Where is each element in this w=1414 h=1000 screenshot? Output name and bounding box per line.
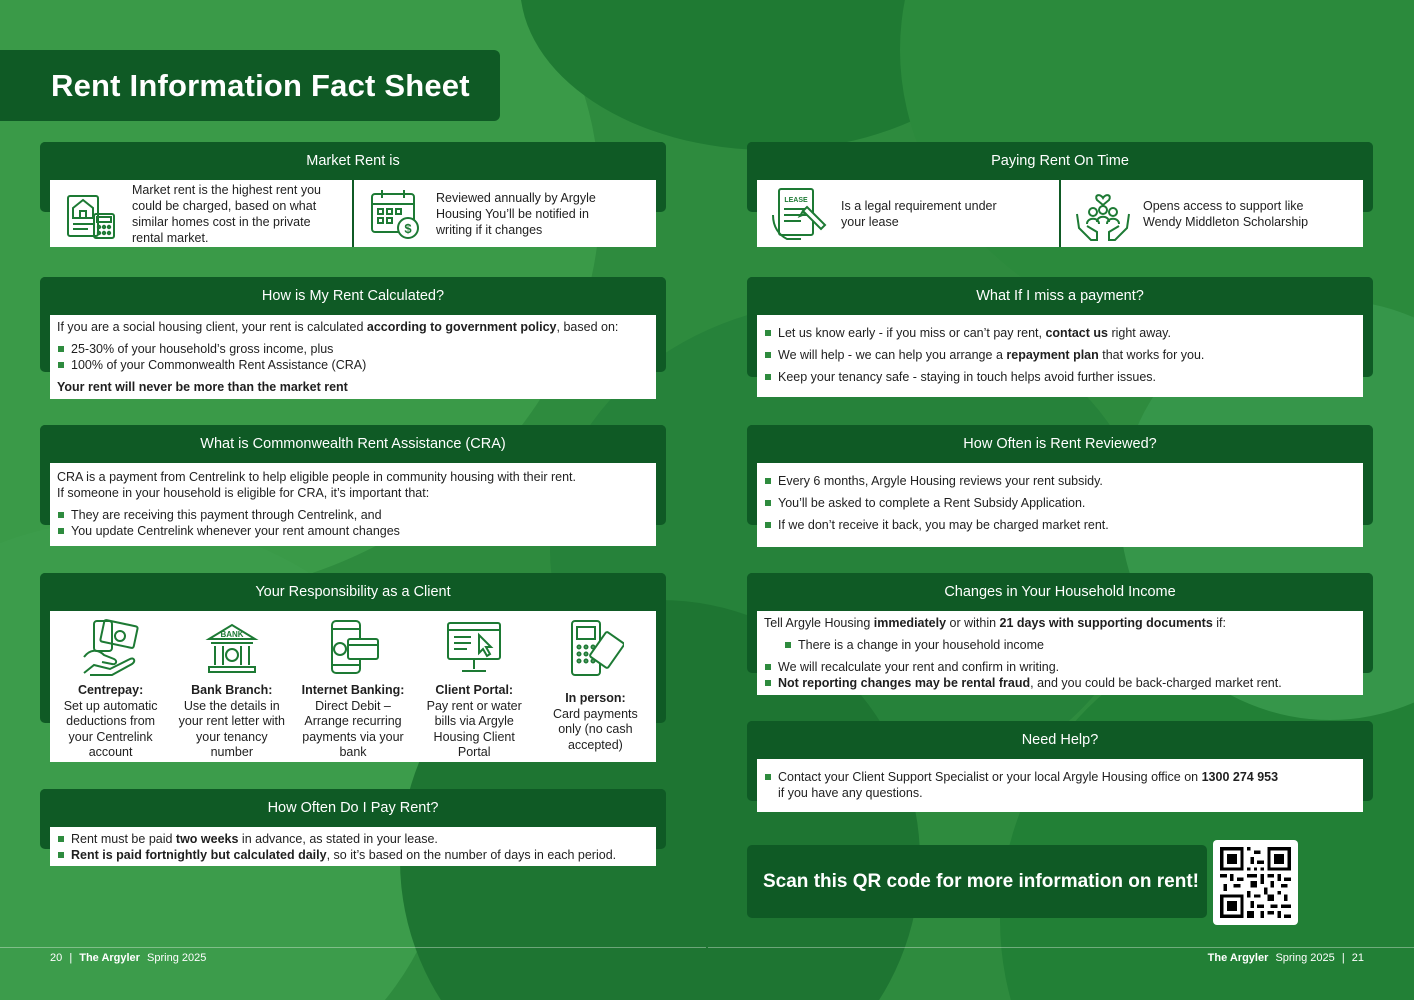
payment-method-portal [414,611,535,762]
calc-bullets [57,341,649,373]
help-phone-number: 1300 274 953 [1201,770,1279,784]
list-item: We will recalculate your rent and confirm in writing. [764,659,1356,675]
market-rent-body [50,180,656,247]
payment-method-text: Direct Debit – Arrange recurring payments via your bank [302,698,404,759]
support-access-text: Opens access to support like Wendy Middleton Scholarship [1143,198,1309,229]
payment-method-label: In person: [565,691,626,705]
calc-intro: If you are a social housing client, your rent is calculated according to government policy, based on: [57,320,619,334]
paying-on-time-card [747,142,1373,247]
issue-left: Spring 2025 [147,952,207,964]
paying-on-time-body [757,180,1363,247]
list-item: Rent is paid fortnightly but calculated daily, so it’s based on the number of days in each period. [57,847,649,863]
list-item: Every 6 months, Argyle Housing reviews your rent subsidy. [764,473,1356,489]
card-heading: How Often Do I Pay Rent? [40,789,666,827]
qr-code-icon[interactable] [1213,840,1298,925]
magazine-name-right: The Argyler [1207,952,1269,964]
list-item: 25-30% of your household’s gross income, plus [57,341,649,357]
card-heading: What If I miss a payment? [747,277,1373,315]
miss-payment-body [757,315,1363,397]
miss-payment-card [747,277,1373,397]
card-heading: Need Help? [747,721,1373,759]
card-heading: Market Rent is [40,142,666,180]
payment-method-text: Use the details in your rent letter with your tenancy number [178,698,285,759]
list-item: There is a change in your household income [784,637,1356,653]
income-bullets [764,659,1356,691]
card-heading: What is Commonwealth Rent Assistance (CRA) [40,425,666,463]
payment-method-label: Client Portal: [435,683,514,697]
responsibility-card [40,573,666,762]
paying-on-time-col-2 [1059,180,1363,247]
cra-line-2: If someone in your household is eligible for CRA, it’s important that: [57,486,430,500]
market-rent-card [40,142,666,247]
lease-document-icon [771,185,829,243]
market-rent-definition: Market rent is the highest rent you could be charged, based on what similar homes cost in the private rental market. [132,182,321,245]
qr-callout-text: Scan this QR code for more information on rent! [763,870,1199,892]
rent-calculated-body [50,315,656,399]
income-changes-card [747,573,1373,695]
page-number-right: 21 [1351,952,1364,964]
list-item: We will help - we can help you arrange a repayment plan that works for you. [764,347,1356,363]
page-title-box [0,50,500,121]
list-item: You update Centrelink whenever your rent amount changes [57,523,649,539]
bank-icon [203,619,261,677]
footer-rule-right [708,947,1414,948]
payment-method-text: Set up automatic deductions from your Centrelink account [63,698,158,759]
legal-requirement-text: Is a legal requirement under your lease [841,198,997,229]
payment-methods [50,611,656,762]
cra-card [40,425,666,546]
page-number-left: 20 [50,952,63,964]
payment-method-bank [171,611,292,762]
market-rent-col-1 [50,180,352,247]
calc-note: Your rent will never be more than the market rent [57,380,348,394]
card-heading: How Often is Rent Reviewed? [747,425,1373,463]
list-item: You’ll be asked to complete a Rent Subsidy Application. [764,495,1356,511]
footer-right: The Argyler Spring 2025 | 21 [1207,952,1364,964]
income-sub-bullets [764,637,1356,653]
rent-calculated-card [40,277,666,399]
rent-reviewed-bullets [764,473,1356,533]
review-annual-text: Reviewed annually by Argyle Housing You’ll be notified in writing if it changes [436,190,596,237]
payment-method-text: Pay rent or water bills via Argyle Housing Client Portal [426,698,522,759]
hands-people-heart-icon [1075,186,1131,242]
footer-left: 20 | The Argyler Spring 2025 [50,952,207,964]
need-help-body [757,759,1363,812]
list-item: Contact your Client Support Specialist or your local Argyle Housing office on 1300 274 953 if you have any questions. [764,769,1356,801]
payment-method-label: Internet Banking: [301,683,405,697]
page-title: Rent Information Fact Sheet [51,67,470,103]
list-item: Keep your tenancy safe - staying in touch helps avoid further issues. [764,369,1356,385]
rent-reviewed-card [747,425,1373,547]
pay-frequency-body [50,827,656,866]
list-item: If we don’t receive it back, you may be charged market rent. [764,517,1356,533]
payment-method-internet [292,611,413,762]
bank-sign-text: BANK [220,630,244,639]
list-item: Rent must be paid two weeks in advance, as stated in your lease. [57,831,649,847]
paying-on-time-col-1 [757,180,1059,247]
payment-method-label: Centrepay: [77,683,144,697]
income-intro: Tell Argyle Housing immediately or within 21 days with supporting documents if: [764,616,1226,630]
list-item: Let us know early - if you miss or can’t pay rent, contact us right away. [764,325,1356,341]
payment-method-centrepay [50,611,171,762]
issue-right: Spring 2025 [1275,952,1335,964]
phone-card-icon [324,619,382,677]
miss-payment-bullets [764,325,1356,385]
need-help-card [747,721,1373,812]
card-heading: Changes in Your Household Income [747,573,1373,611]
svg-text:$: $ [404,220,412,236]
payment-method-label: Bank Branch: [191,683,273,697]
house-calculator-icon [64,186,120,242]
calendar-dollar-icon [368,186,424,242]
market-rent-col-2 [352,180,656,247]
cra-bullets [57,507,649,539]
cra-body [50,463,656,546]
card-heading: How is My Rent Calculated? [40,277,666,315]
payment-method-text: Card payments only (no cash accepted) [553,706,638,752]
magazine-name-left: The Argyler [79,952,140,964]
pay-frequency-card [40,789,666,866]
card-heading: Your Responsibility as a Client [40,573,666,611]
payment-method-in-person [535,611,656,762]
list-item: They are receiving this payment through Centrelink, and [57,507,649,523]
card-heading: Paying Rent On Time [747,142,1373,180]
list-item: 100% of your Commonwealth Rent Assistance (CRA) [57,357,649,373]
need-help-bullets [764,769,1356,801]
footer-rule-left [0,947,706,948]
income-changes-body [757,611,1363,695]
card-terminal-icon [566,619,624,677]
lease-icon-text: LEASE [784,196,808,204]
hand-money-icon [80,619,142,677]
rent-reviewed-body [757,463,1363,547]
cra-line-1: CRA is a payment from Centrelink to help eligible people in community housing with their rent. [57,470,577,484]
list-item: Not reporting changes may be rental fraud, and you could be back-charged market rent. [764,675,1356,691]
monitor-cursor-icon [445,619,503,677]
qr-callout [747,845,1207,918]
pay-frequency-bullets [57,831,649,863]
